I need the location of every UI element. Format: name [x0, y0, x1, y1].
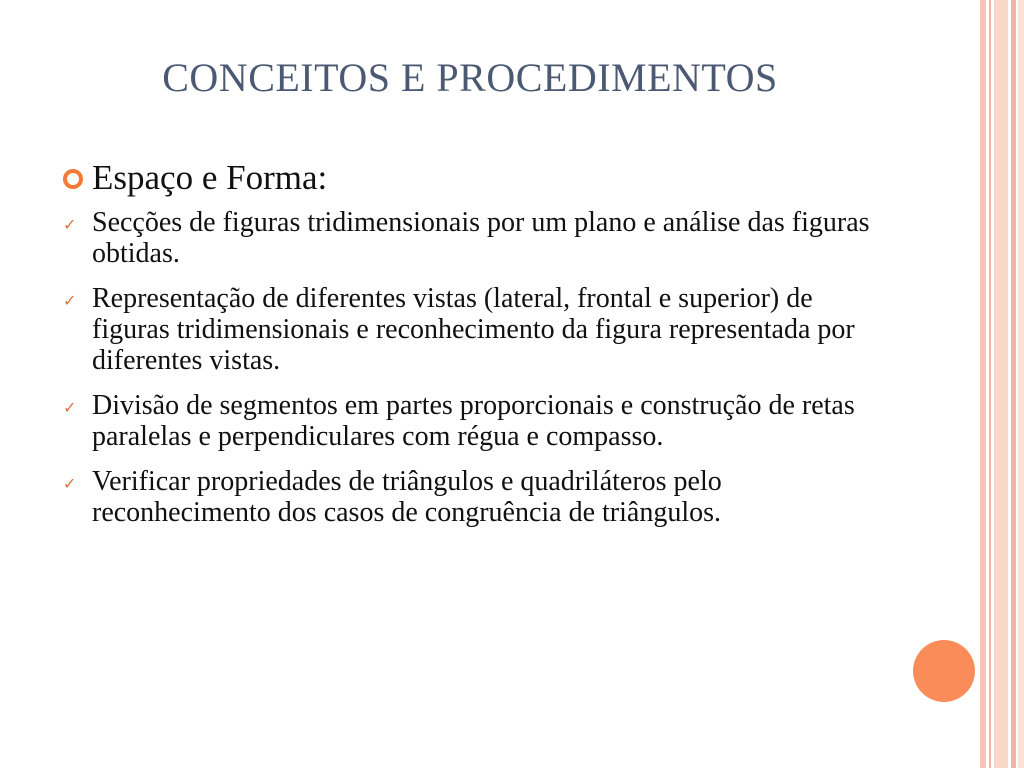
- checkmark-icon: ✓: [63, 474, 77, 493]
- list-item: [60, 466, 880, 528]
- list-item: [60, 390, 880, 452]
- list-item-text: Divisão de segmentos em partes proporcionais e construção de retas paralelas e perpendiculares com régua e compasso.: [92, 390, 855, 452]
- decorative-stripe: [994, 0, 1008, 768]
- checkmark-icon: ✓: [63, 291, 77, 310]
- list-item-text: Verificar propriedades de triângulos e quadriláteros pelo reconhecimento dos casos de congruência de triângulos.: [92, 466, 722, 528]
- section-heading: [60, 155, 880, 201]
- decorative-circle: [913, 640, 975, 702]
- list-item: [60, 207, 880, 269]
- list-item: [60, 283, 880, 376]
- circle-bullet-icon: [63, 169, 83, 189]
- decorative-stripe: [989, 0, 991, 768]
- decorative-stripe: [980, 0, 986, 768]
- list-item-text: Secções de figuras tridimensionais por um plano e análise das figuras obtidas.: [92, 207, 870, 269]
- decorative-stripe: [1018, 0, 1024, 768]
- slide-title: CONCEITOS E PROCEDIMENTOS: [162, 55, 778, 100]
- checkmark-icon: ✓: [63, 215, 77, 234]
- decorative-stripe: [1011, 0, 1016, 768]
- checkmark-icon: ✓: [63, 398, 77, 417]
- section-heading-text: Espaço e Forma:: [92, 158, 328, 197]
- list-item-text: Representação de diferentes vistas (lateral, frontal e superior) de figuras tridimensionais e reconhecimento da figura representada por diferentes vistas.: [92, 283, 855, 376]
- slide-content: [60, 155, 880, 542]
